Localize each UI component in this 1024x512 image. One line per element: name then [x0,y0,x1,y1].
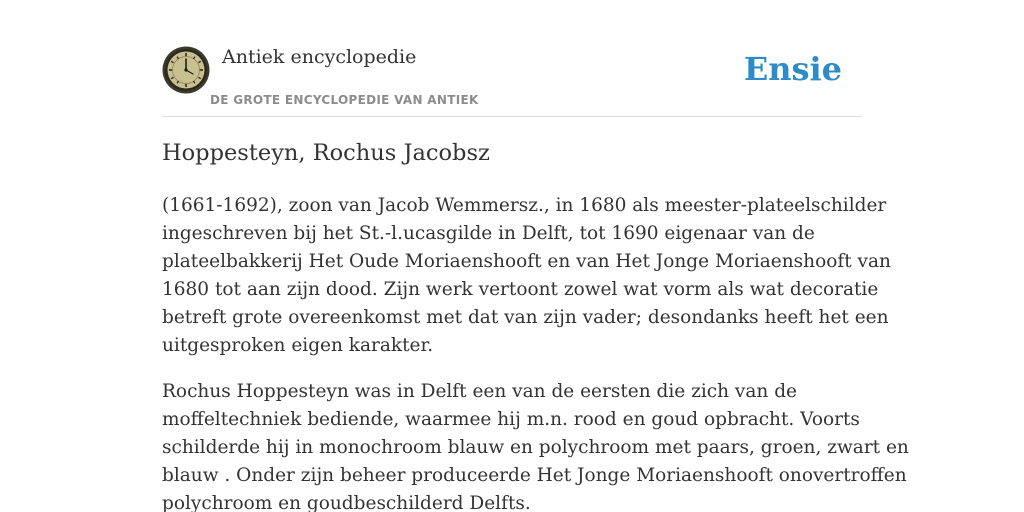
site-header [162,44,862,117]
text-line: moffeltechniek bediende, waarmee hij m.n. rood en goud opbracht. Voorts [162,409,860,430]
text-line: ingeschreven bij het St.-l.ucasgilde in Delft, tot 1690 eigenaar van de [162,223,815,244]
article-paragraph [162,378,909,512]
text-line: 1680 tot aan zijn dood. Zijn werk vertoont zowel wat vorm als wat decoratie [162,279,879,300]
clock-icon[interactable] [162,46,210,94]
text-line: uitgesproken eigen karakter. [162,335,434,356]
text-line: Rochus Hoppesteyn was in Delft een van de eersten die zich van de [162,381,797,402]
brand-logo-link[interactable]: Ensie [743,50,842,88]
text-line: blauw . Onder zijn beheer produceerde Het Jonge Moriaenshooft onovertroffen [162,465,907,486]
site-subtitle: DE GROTE ENCYCLOPEDIE VAN ANTIEK [210,93,479,107]
text-line: polychroom en goudbeschilderd Delfts. [162,493,531,512]
text-line: (1661-1692), zoon van Jacob Wemmersz., in 1680 als meester-plateelschilder [162,195,887,216]
article-title: Hoppesteyn, Rochus Jacobsz [162,140,490,166]
site-title[interactable]: Antiek encyclopedie [222,46,417,68]
text-line: schilderde hij in monochroom blauw en polychroom met paars, groen, zwart en [162,437,909,458]
text-line: betreft grote overeenkomst met dat van zijn vader; desondanks heeft het een [162,307,889,328]
article-body [162,192,909,512]
text-line: plateelbakkerij Het Oude Moriaenshooft en van Het Jonge Moriaenshooft van [162,251,891,272]
article-paragraph [162,192,891,360]
